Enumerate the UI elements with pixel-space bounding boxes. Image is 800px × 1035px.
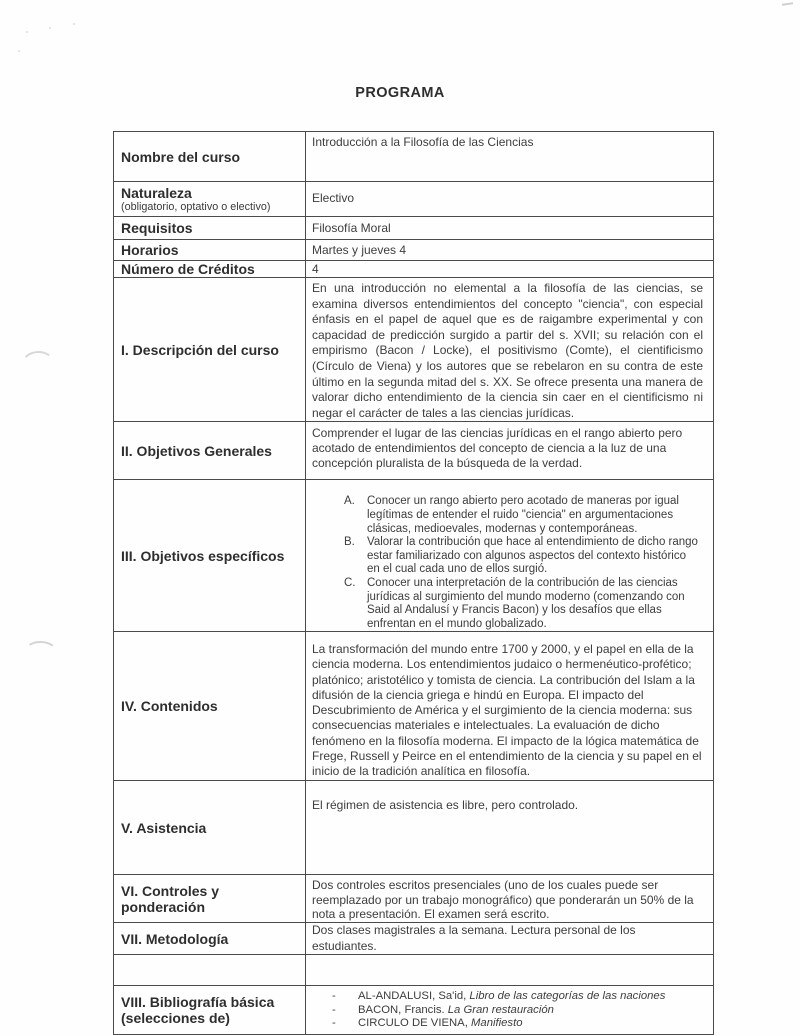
bibliography-item (312, 1017, 703, 1031)
table-row-nombre (114, 132, 714, 182)
bibliography-text (358, 1017, 703, 1031)
table-row-creditos (114, 261, 714, 278)
list-dash: - (332, 1017, 336, 1030)
row-value-objetivos-especificos (306, 480, 714, 632)
bibliography-title: La Gran restauración (447, 1003, 554, 1016)
scan-artifact (49, 27, 51, 29)
row-label-controles: VI. Controles y ponderación (114, 875, 306, 923)
table-row-controles (114, 875, 714, 923)
list-marker: A. (344, 495, 355, 508)
bibliography-author: BACON, Francis. (358, 1003, 448, 1016)
bibliography-text (358, 1004, 703, 1018)
row-label-bibliografia (114, 986, 306, 1035)
list-dash: - (332, 1003, 336, 1016)
table-row-metodologia (114, 923, 714, 955)
row-value-objetivos-generales: Comprender el lugar de las ciencias jurídicas en el rango abierto pero acotado de entendimientos del concepto de ciencia a la luz de una concepción pluralista de la búsqueda de la verdad. (306, 422, 714, 480)
bibliography-title: Libro de las categorías de las naciones (469, 990, 666, 1003)
row-value-asistencia: El régimen de asistencia es libre, pero controlado. (306, 781, 714, 875)
row-label-empty (114, 955, 306, 986)
row-label-nombre: Nombre del curso (114, 132, 306, 182)
row-label-descripcion: I. Descripción del curso (114, 278, 306, 422)
row-value-empty (306, 955, 714, 986)
row-value-bibliografia (306, 986, 714, 1035)
table-row-requisitos (114, 217, 714, 240)
table-row-empty (114, 955, 714, 986)
row-label-objetivos-especificos: III. Objetivos específicos (114, 480, 306, 632)
list-marker: B. (344, 536, 355, 549)
row-label-metodologia: VII. Metodología (114, 923, 306, 955)
program-table (113, 131, 714, 1035)
list-text: Conocer una interpretación de la contribución de las ciencias jurídicas al surgimiento del mundo moderno (comenzando con Said al Andalusí y Francis Bacon) y los desafíos que ellas enfrentan en el mundo globalizado. (367, 576, 685, 630)
bibliography-author: CIRCULO DE VIENA, (358, 1017, 471, 1030)
list-item (344, 577, 701, 631)
row-value-nombre: Introducción a la Filosofía de las Ciencias (306, 132, 714, 182)
row-label-text: VIII. Bibliografía básica (121, 994, 275, 1011)
table-row-naturaleza (114, 182, 714, 217)
list-marker: C. (344, 576, 356, 589)
row-label-objetivos-generales: II. Objetivos Generales (114, 422, 306, 480)
scan-artifact (26, 31, 28, 33)
table-row-descripcion (114, 278, 714, 422)
table-row-contenidos (114, 632, 714, 781)
table-row-objetivos-especificos (114, 480, 714, 632)
bibliography-title: Manifiesto (471, 1017, 523, 1030)
bibliography-item (312, 1004, 703, 1018)
row-label-creditos: Número de Créditos (114, 261, 306, 278)
scan-artifact (782, 2, 793, 6)
row-value-controles: Dos controles escritos presenciales (uno de los cuales puede ser reemplazado por un trabajo monográfico) que ponderarán un 50% de la nota a presentación. El examen será escrito. (306, 875, 714, 923)
table-row-horarios (114, 240, 714, 261)
row-value-creditos: 4 (306, 261, 714, 278)
scan-artifact (18, 50, 20, 52)
row-sublabel-text: (obligatorio, optativo o electivo) (121, 201, 271, 213)
page-title: PROGRAMA (355, 85, 445, 101)
table-row-asistencia (114, 781, 714, 875)
list-text: Conocer un rango abierto pero acotado de maneras por igual legítimas de entender el ruido "ciencia" en argumentaciones clásicas, medioevales, modernas y contemporáneas. (367, 495, 679, 535)
row-label-text2: (selecciones de) (121, 1010, 230, 1027)
list-dash: - (332, 990, 336, 1003)
scan-artifact (73, 23, 75, 25)
row-label-text: Naturaleza (121, 185, 192, 201)
objectives-list (344, 495, 701, 631)
row-value-naturaleza: Electivo (306, 182, 714, 217)
list-text: Valorar la contribución que hace al entendimiento de dicho rango estar familiarizado con algunos aspectos del contexto histórico en el cual cada uno de ellos surgió. (367, 536, 698, 576)
row-label-naturaleza (114, 182, 306, 217)
row-label-contenidos: IV. Contenidos (114, 632, 306, 781)
list-item (344, 495, 701, 536)
row-value-descripcion: En una introducción no elemental a la filosofía de las ciencias, se examina diversos entendimientos del concepto "ciencia", con especial énfasis en el papel de aquel que es de raigambre experimental y con capacidad de predicción surgido a partir del s. XVII; su relación con el empirismo (Bacon / Locke), el positivismo (Comte), el cientificismo (Círculo de Viena) y los autores que se rebelaron en su contra de este último en la segunda mitad del s. XX. Se ofrece presenta una manera de valorar dicho entendimiento de la ciencia sin caer en el cientificismo ni negar el carácter de tales a las ciencias jurídicas. (306, 278, 714, 422)
table-row-objetivos-generales (114, 422, 714, 480)
table-row-bibliografia (114, 986, 714, 1035)
bibliography-text (358, 990, 703, 1004)
bibliography-item (312, 990, 703, 1004)
list-item (344, 536, 701, 577)
scan-artifact (25, 640, 58, 661)
row-value-contenidos: La transformación del mundo entre 1700 y 2000, y el papel en ella de la ciencia moderna. Los entendimientos judaico o hermenéutico-profético; platónico; aristotélico y tomista de ciencia. La contribución del Islam a la difusión de la ciencia griega e hindú en Europa. El impacto del Descubrimiento de América y el surgimiento de la ciencia moderna: sus consecuencias materiales e intelectuales. La evaluación de dicho fenómeno en la filosofía moderna. El impacto de la lógica matemática de Frege, Russell y Peirce en el entendimiento de la ciencia y su papel en el inicio de la tradición analítica en filosofía. (306, 632, 714, 781)
bibliography-author: AL-ANDALUSI, Sa'id, (358, 990, 470, 1003)
bibliography-list (312, 990, 703, 1031)
scan-artifact (20, 350, 56, 380)
row-label-horarios: Horarios (114, 240, 306, 261)
row-value-horarios: Martes y jueves 4 (306, 240, 714, 261)
row-value-metodologia: Dos clases magistrales a la semana. Lectura personal de los estudiantes. (306, 923, 714, 955)
row-value-requisitos: Filosofía Moral (306, 217, 714, 240)
row-label-asistencia: V. Asistencia (114, 781, 306, 875)
row-label-requisitos: Requisitos (114, 217, 306, 240)
